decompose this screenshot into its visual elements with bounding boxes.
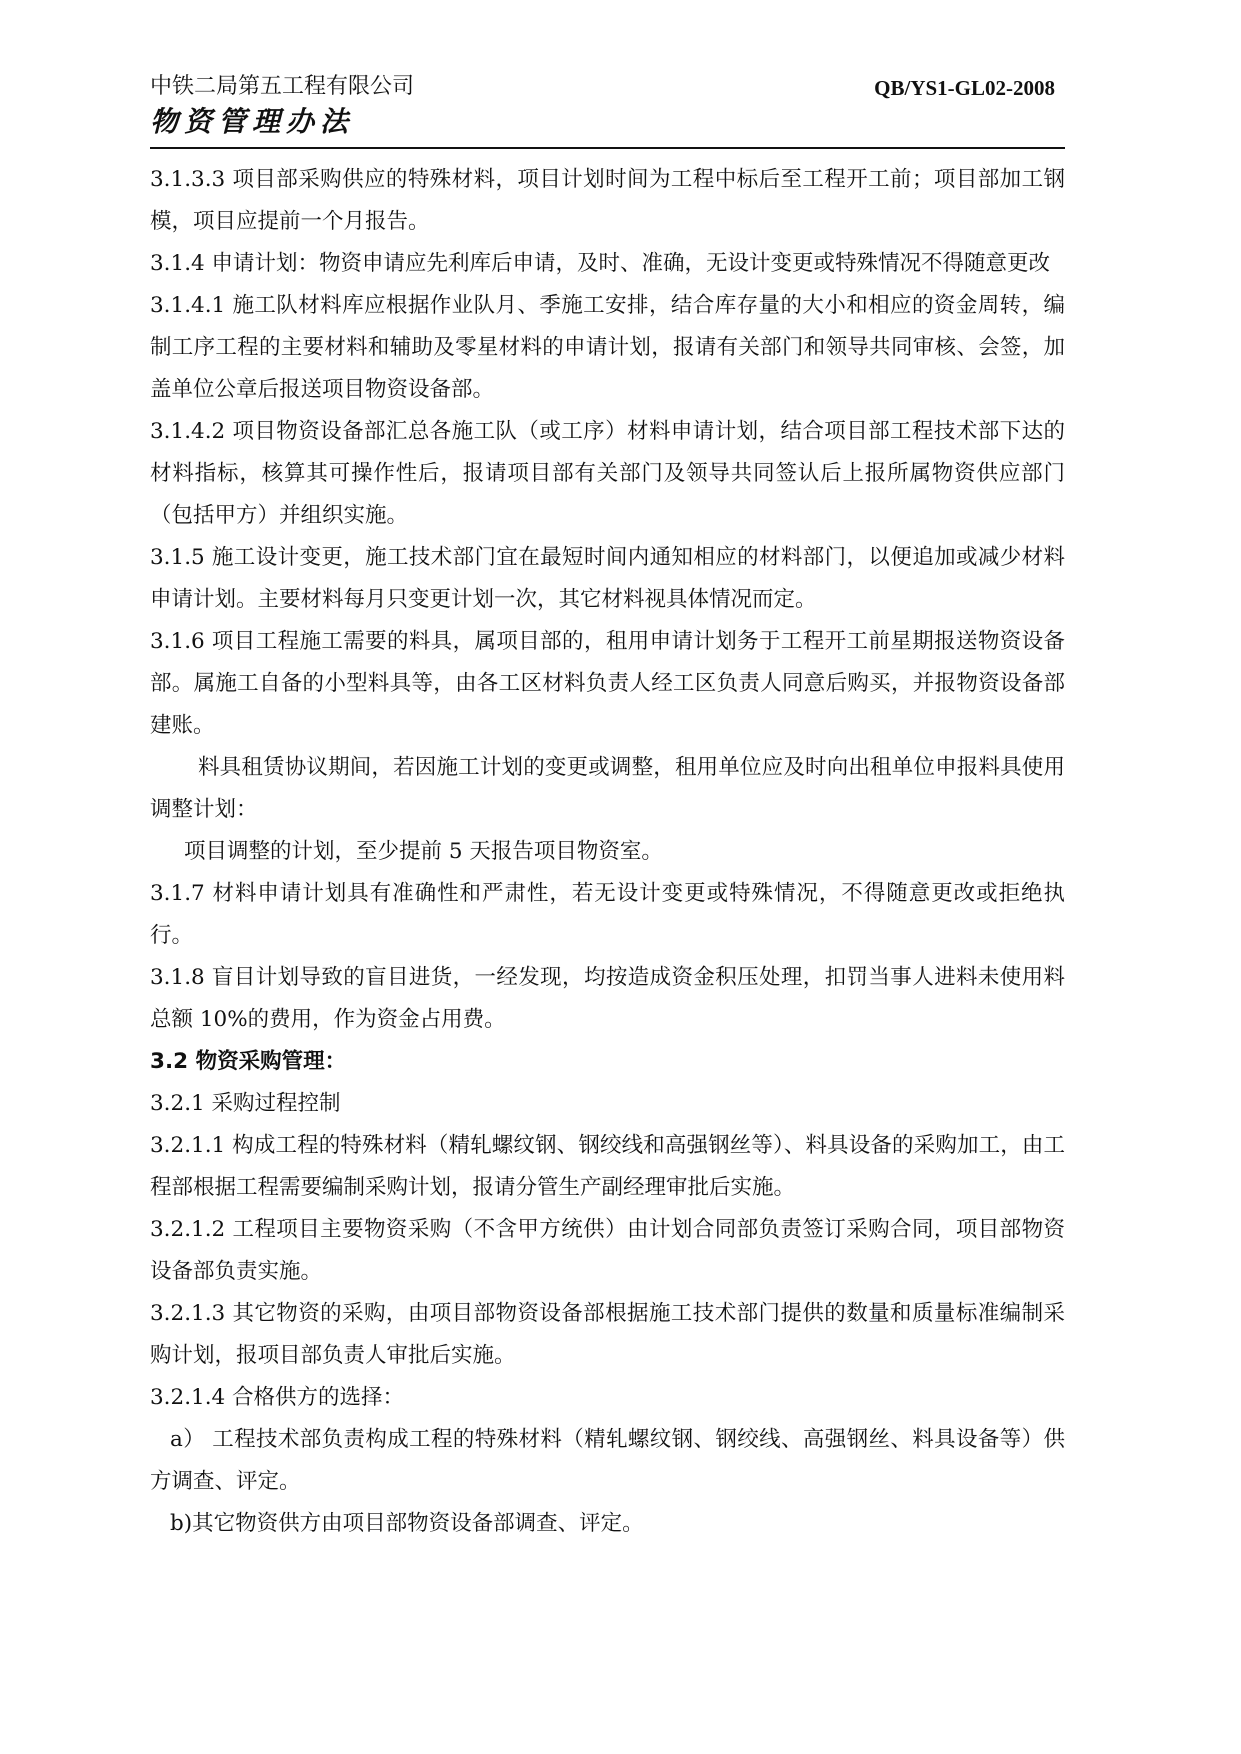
paragraph: 3.1.7 材料申请计划具有准确性和严肃性，若无设计变更或特殊情况，不得随意更改或拒绝执行。 [150, 881, 1065, 948]
header-divider [150, 147, 1065, 149]
paragraph: 3.2.1.2 工程项目主要物资采购（不含甲方统供）由计划合同部负责签订采购合同，项目部物资设备部负责实施。 [150, 1217, 1065, 1284]
paragraph: 3.2.1.4 合格供方的选择： [150, 1385, 405, 1410]
paragraph: 3.1.4.1 施工队材料库应根据作业队月、季施工安排，结合库存量的大小和相应的资金周转，编制工序工程的主要材料和辅助及零星材料的申请计划，报请有关部门和领导共同审核、会签，加盖单位公章后报送项目物资设备部。 [150, 293, 1065, 402]
section-heading: 3.2 物资采购管理： [150, 1049, 347, 1074]
document-code: QB/YS1-GL02-2008 [874, 76, 1055, 100]
paragraph: 3.1.6 项目工程施工需要的料具，属项目部的，租用申请计划务于工程开工前星期报送物资设备部。属施工自备的小型料具等，由各工区材料负责人经工区负责人同意后购买，并报物资设备部建账。 [150, 629, 1065, 738]
list-item: b)其它物资供方由项目部物资设备部调查、评定。 [170, 1511, 644, 1536]
document-body [150, 159, 1065, 1545]
paragraph: 3.2.1.3 其它物资的采购，由项目部物资设备部根据施工技术部门提供的数量和质量标准编制采购计划，报项目部负责人审批后实施。 [150, 1301, 1065, 1368]
paragraph: 3.2.1.1 构成工程的特殊材料（精轧螺纹钢、钢绞线和高强钢丝等）、料具设备的采购加工，由工程部根据工程需要编制采购计划，报请分管生产副经理审批后实施。 [150, 1133, 1065, 1200]
list-item: a） 工程技术部负责构成工程的特殊材料（精轧螺纹钢、钢绞线、高强钢丝、料具设备等）供方调查、评定。 [150, 1427, 1065, 1494]
paragraph: 项目调整的计划，至少提前 5 天报告项目物资室。 [184, 839, 663, 864]
paragraph: 3.1.4 申请计划：物资申请应先利库后申请，及时、准确，无设计变更或特殊情况不得随意更改 [150, 251, 1051, 276]
subsection-heading: 3.2.1 采购过程控制 [150, 1091, 341, 1116]
paragraph: 3.1.3.3 项目部采购供应的特殊材料，项目计划时间为工程中标后至工程开工前；项目部加工钢模，项目应提前一个月报告。 [150, 167, 1065, 234]
company-name: 中铁二局第五工程有限公司 [150, 74, 415, 99]
paragraph: 3.1.4.2 项目物资设备部汇总各施工队（或工序）材料申请计划，结合项目部工程技术部下达的材料指标，核算其可操作性后，报请项目部有关部门及领导共同签认后上报所属物资供应部门（包括甲方）并组织实施。 [150, 419, 1065, 528]
paragraph: 料具租赁协议期间，若因施工计划的变更或调整，租用单位应及时向出租单位申报料具使用调整计划： [150, 755, 1065, 822]
paragraph: 3.1.5 施工设计变更，施工技术部门宜在最短时间内通知相应的材料部门，以便追加或减少材料申请计划。主要材料每月只变更计划一次，其它材料视具体情况而定。 [150, 545, 1065, 612]
document-title: 物资管理办法 [150, 105, 355, 138]
paragraph: 3.1.8 盲目计划导致的盲目进货，一经发现，均按造成资金积压处理，扣罚当事人进料未使用料总额 10%的费用，作为资金占用费。 [150, 965, 1065, 1032]
